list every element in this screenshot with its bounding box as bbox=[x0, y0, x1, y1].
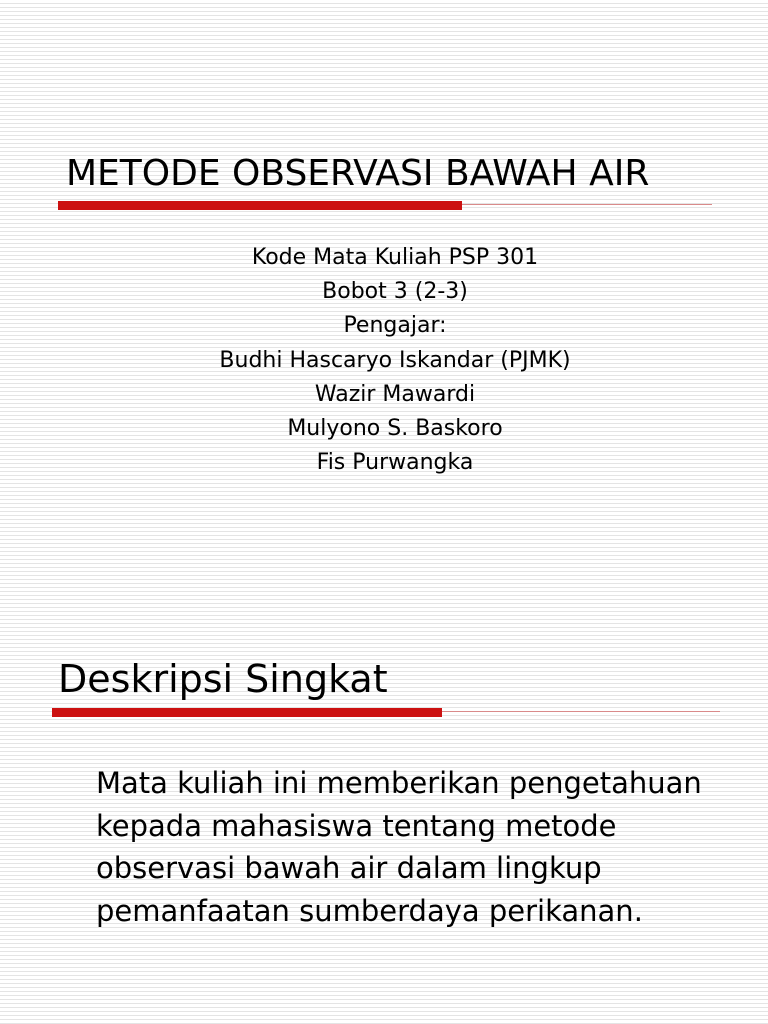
description-body: Mata kuliah ini memberikan pengetahuan kepada mahasiswa tentang metode observasi bawah air dalam lingkup pemanfaatan sumberdaya perikanan. bbox=[96, 766, 702, 928]
lecturer-name: Wazir Mawardi bbox=[314, 381, 476, 407]
title-underline-thin bbox=[462, 204, 712, 205]
course-code: Kode Mata Kuliah PSP 301 bbox=[251, 245, 539, 270]
course-info bbox=[0, 241, 768, 480]
course-credits: Bobot 3 (2-3) bbox=[322, 279, 468, 305]
description-underline bbox=[52, 708, 720, 718]
slide-description bbox=[0, 512, 768, 1024]
description-underline-thick bbox=[52, 708, 442, 717]
slide-title-heading: METODE OBSERVASI BAWAH AIR bbox=[66, 153, 650, 194]
title-underline-thick bbox=[58, 201, 462, 210]
description-heading: Deskripsi Singkat bbox=[58, 657, 388, 701]
title-underline bbox=[58, 201, 712, 211]
lecturer-name: Mulyono S. Baskoro bbox=[287, 416, 503, 442]
lecturers-label: Pengajar: bbox=[343, 313, 447, 339]
lecturer-name: Fis Purwangka bbox=[316, 450, 474, 476]
description-underline-thin bbox=[442, 711, 720, 712]
lecturer-name: Budhi Hascaryo Iskandar (PJMK) bbox=[219, 347, 571, 373]
